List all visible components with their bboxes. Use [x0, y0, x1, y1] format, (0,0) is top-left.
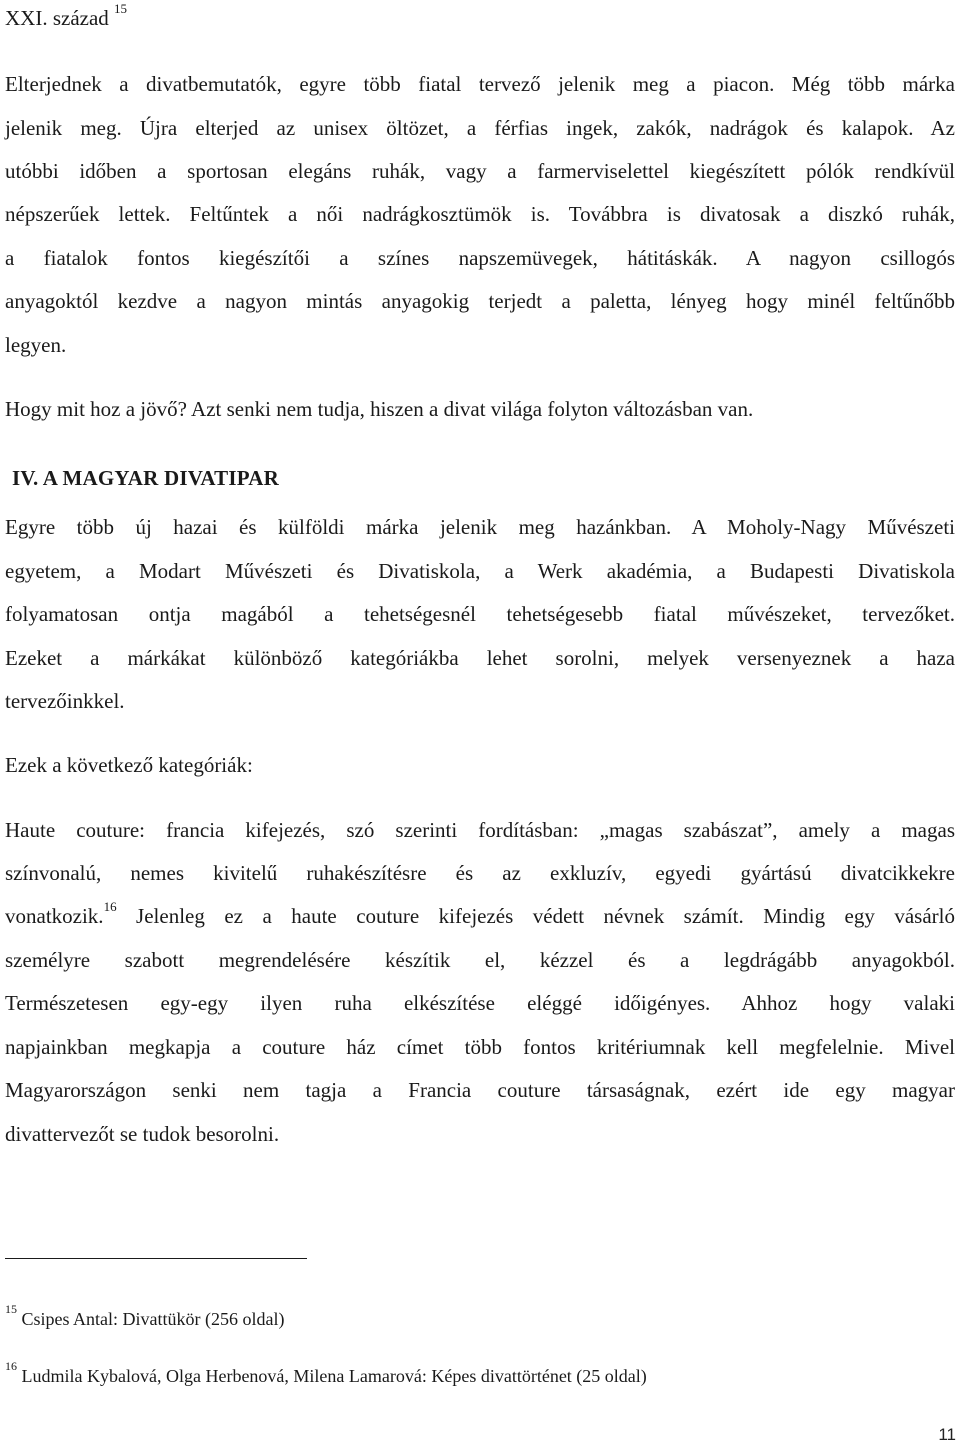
- footnote-text: Csipes Antal: Divattükör (256 oldal): [21, 1309, 285, 1329]
- footnote-separator: [5, 1258, 307, 1259]
- paragraph-line: személyre szabott megrendelésére készítik el, kézzel és a legdrágább anyagokból.: [5, 948, 955, 972]
- paragraph-line: [5, 899, 955, 930]
- heading-number: IV.: [12, 466, 39, 490]
- section-title: [5, 1, 955, 32]
- section-heading: [12, 464, 960, 492]
- footnote: [5, 1302, 285, 1331]
- paragraph-line: napjainkban megkapja a couture ház címet több fontos kritériumnak kell megfelelnie. Mivel: [5, 1035, 955, 1059]
- footnote-ref: 15: [114, 1, 128, 16]
- paragraph-line: Haute couture: francia kifejezés, szó szerinti fordításban: „magas szabászat”, amely a magas: [5, 818, 955, 842]
- paragraph-line: tervezőinkkel.: [5, 689, 125, 713]
- paragraph-line: Ezeket a márkákat különböző kategóriákba lehet sorolni, melyek versenyeznek a haza: [5, 646, 955, 670]
- paragraph-line: Elterjednek a divatbemutatók, egyre több fiatal tervező jelenik meg a piacon. Még több márka: [5, 72, 955, 96]
- paragraph-line: Természetesen egy-egy ilyen ruha elkészítése eléggé időigényes. Ahhoz hogy valaki: [5, 991, 955, 1015]
- paragraph-segment: vonatkozik.: [5, 904, 104, 928]
- paragraph-line: jelenik meg. Újra elterjed az unisex öltözet, a férfias ingek, zakók, nadrágok és kalapok. Az: [5, 116, 955, 140]
- paragraph-line: legyen.: [5, 333, 67, 357]
- paragraph-line: Egyre több új hazai és külföldi márka jelenik meg hazánkban. A Moholy-Nagy Művészeti: [5, 515, 955, 539]
- paragraph-line: divattervezőt se tudok besorolni.: [5, 1122, 280, 1146]
- footnote: [5, 1359, 647, 1388]
- paragraph-4: Ezek a következő kategóriák:: [5, 753, 253, 777]
- paragraph-line: folyamatosan ontja magából a tehetségesnél tehetségesebb fiatal művészeket, tervezőket.: [5, 602, 955, 626]
- paragraph-line: egyetem, a Modart Művészeti és Divatiskola, a Werk akadémia, a Budapesti Divatiskola: [5, 559, 955, 583]
- heading-text: A MAGYAR DIVATIPAR: [42, 466, 279, 490]
- paragraph-line: anyagoktól kezdve a nagyon mintás anyagokig terjedt a paletta, lényeg hogy minél feltűnőbb: [5, 289, 955, 313]
- paragraph-line: színvonalú, nemes kivitelű ruhakészítésre és az exkluzív, egyedi gyártású divatcikkekre: [5, 861, 955, 885]
- footnote-ref: 16: [103, 899, 117, 914]
- page-number: 11: [938, 1425, 956, 1444]
- footnote-number: 16: [5, 1359, 17, 1373]
- section-title-text: XXI. század: [5, 6, 109, 30]
- paragraph-segment: Jelenleg ez a haute couture kifejezés védett névnek számít. Mindig egy vásárló: [136, 904, 955, 928]
- footnote-number: 15: [5, 1302, 17, 1316]
- footnote-text: Ludmila Kybalová, Olga Herbenová, Milena Lamarová: Képes divattörténet (25 oldal): [21, 1366, 647, 1386]
- paragraph-line: Magyarországon senki nem tagja a Francia couture társaságnak, ezért ide egy magyar: [5, 1078, 955, 1102]
- paragraph-2: Hogy mit hoz a jövő? Azt senki nem tudja, hiszen a divat világa folyton változásban van.: [5, 397, 754, 421]
- paragraph-line: a fiatalok fontos kiegészítői a színes napszemüvegek, hátitáskák. A nagyon csillogós: [5, 246, 955, 270]
- paragraph-line: utóbbi időben a sportosan elegáns ruhák, vagy a farmerviselettel kiegészített pólók rendkívül: [5, 159, 955, 183]
- paragraph-line: népszerűek lettek. Feltűntek a női nadrágkosztümök is. Továbbra is divatosak a diszkó ruhák,: [5, 202, 955, 226]
